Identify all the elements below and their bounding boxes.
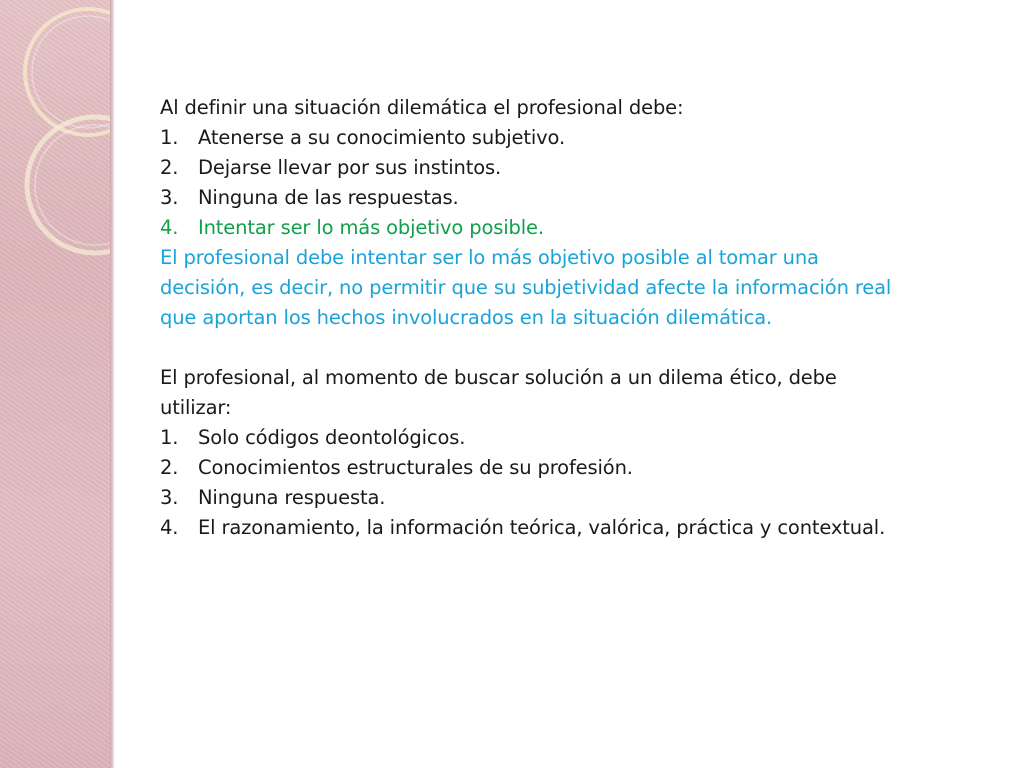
slide-content	[160, 93, 960, 543]
question2-option-1: 1. Solo códigos deontológicos.	[160, 426, 466, 449]
question2-option-4: 4. El razonamiento, la información teórica, valórica, práctica y contextual.	[160, 516, 886, 539]
explanation-line: que aportan los hechos involucrados en la situación dilemática.	[160, 306, 773, 329]
question1-prompt: Al definir una situación dilemática el profesional debe:	[160, 96, 684, 119]
question1-option-3: 3. Ninguna de las respuestas.	[160, 186, 459, 209]
explanation-line: decisión, es decir, no permitir que su subjetividad afecte la información real	[160, 276, 892, 299]
side-band-edge	[110, 0, 114, 768]
explanation-line: El profesional debe intentar ser lo más objetivo posible al tomar una	[160, 246, 819, 269]
question1-correct-option: 4. Intentar ser lo más objetivo posible.	[160, 216, 544, 239]
question2-prompt-line: El profesional, al momento de buscar solución a un dilema ético, debe	[160, 366, 837, 389]
decorative-side-band	[0, 0, 114, 768]
question2-option-3: 3. Ninguna respuesta.	[160, 486, 386, 509]
decorative-rings	[0, 0, 114, 768]
question2-prompt-line: utilizar:	[160, 396, 232, 419]
question2-option-2: 2. Conocimientos estructurales de su profesión.	[160, 456, 633, 479]
question1-option-1: 1. Atenerse a su conocimiento subjetivo.	[160, 126, 566, 149]
question1-option-2: 2. Dejarse llevar por sus instintos.	[160, 156, 502, 179]
spacer	[160, 333, 960, 363]
